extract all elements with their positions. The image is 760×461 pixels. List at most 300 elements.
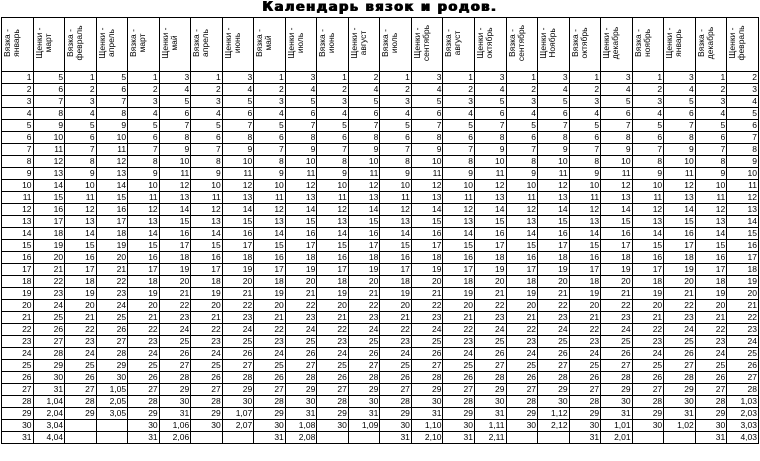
table-cell [65, 432, 97, 444]
table-cell: 5 [411, 96, 443, 108]
table-cell: 8 [128, 156, 160, 168]
table-cell: 16 [348, 228, 380, 240]
table-cell: 14 [65, 228, 97, 240]
table-cell: 16 [222, 228, 254, 240]
table-cell: 4 [569, 108, 601, 120]
table-cell: 26 [65, 372, 97, 384]
table-cell [538, 432, 570, 444]
table-cell: 1 [254, 72, 286, 84]
table-cell: 3 [65, 96, 97, 108]
table-cell: 20 [159, 276, 191, 288]
table-cell: 5 [695, 120, 727, 132]
table-cell: 31 [601, 408, 633, 420]
table-row [2, 72, 759, 84]
table-cell: 12 [695, 204, 727, 216]
table-cell: 10 [506, 180, 538, 192]
table-cell: 17 [695, 264, 727, 276]
table-cell: 9 [222, 144, 254, 156]
table-cell: 13 [222, 192, 254, 204]
table-cell: 15 [601, 216, 633, 228]
table-cell: 11 [727, 180, 759, 192]
column-header-label: Щенки - июнь [222, 27, 242, 59]
table-cell: 21 [664, 288, 696, 300]
table-cell: 6 [601, 108, 633, 120]
table-cell: 12 [96, 156, 128, 168]
table-cell: 24 [411, 324, 443, 336]
table-cell: 5 [443, 120, 475, 132]
table-cell: 4 [506, 108, 538, 120]
table-cell: 30 [128, 420, 160, 432]
table-cell: 6 [411, 108, 443, 120]
table-cell: 26 [285, 348, 317, 360]
table-cell: 13 [128, 216, 160, 228]
table-cell: 18 [411, 252, 443, 264]
table-cell [191, 432, 223, 444]
table-cell: 20 [474, 276, 506, 288]
table-cell: 27 [191, 384, 223, 396]
table-cell: 12 [33, 156, 65, 168]
table-cell: 14 [411, 204, 443, 216]
table-cell: 13 [33, 168, 65, 180]
table-cell: 15 [348, 216, 380, 228]
table-cell: 3 [159, 72, 191, 84]
table-cell: 3 [380, 96, 412, 108]
table-cell: 11 [695, 192, 727, 204]
table-cell: 12 [727, 192, 759, 204]
column-header [727, 18, 759, 72]
table-cell: 15 [128, 240, 160, 252]
table-cell: 8 [664, 132, 696, 144]
table-cell: 12 [2, 204, 34, 216]
table-cell: 1,04 [33, 396, 65, 408]
table-cell: 12 [411, 180, 443, 192]
table-cell: 2 [443, 84, 475, 96]
table-cell: 23 [443, 336, 475, 348]
table-cell: 4,03 [727, 432, 759, 444]
table-cell: 9 [474, 144, 506, 156]
table-cell: 6 [96, 84, 128, 96]
table-cell: 1 [128, 72, 160, 84]
column-header [65, 18, 97, 72]
table-cell: 18 [96, 228, 128, 240]
table-cell [348, 432, 380, 444]
column-header [695, 18, 727, 72]
table-cell: 23 [411, 312, 443, 324]
column-header-label: Вязка - октябрь [569, 27, 589, 59]
table-cell: 5 [506, 120, 538, 132]
table-cell: 14 [222, 204, 254, 216]
table-row [2, 300, 759, 312]
table-cell: 11 [96, 144, 128, 156]
table-cell: 7 [96, 96, 128, 108]
table-cell: 29 [632, 408, 664, 420]
table-cell: 1,12 [538, 408, 570, 420]
column-header-label: Щенки - декабрь [601, 26, 621, 60]
table-cell: 21 [65, 312, 97, 324]
table-cell: 29 [695, 408, 727, 420]
table-cell: 22 [285, 300, 317, 312]
table-cell: 28 [33, 348, 65, 360]
table-cell: 18 [2, 276, 34, 288]
table-cell: 6 [191, 132, 223, 144]
table-cell: 8 [65, 156, 97, 168]
table-cell: 31 [443, 432, 475, 444]
table-cell: 26 [348, 348, 380, 360]
table-cell: 8 [317, 156, 349, 168]
table-cell: 14 [96, 180, 128, 192]
table-cell: 28 [222, 372, 254, 384]
table-cell: 21 [538, 288, 570, 300]
table-cell: 29 [65, 408, 97, 420]
table-cell: 27 [348, 360, 380, 372]
table-cell: 13 [65, 216, 97, 228]
table-cell: 7 [33, 96, 65, 108]
table-cell: 17 [348, 240, 380, 252]
table-cell: 25 [601, 336, 633, 348]
table-cell: 5 [285, 96, 317, 108]
table-cell: 12 [506, 204, 538, 216]
table-cell: 24 [601, 324, 633, 336]
table-cell: 23 [474, 312, 506, 324]
table-cell: 2 [128, 84, 160, 96]
table-cell: 16 [96, 204, 128, 216]
table-cell: 27 [664, 360, 696, 372]
table-row [2, 84, 759, 96]
table-cell: 23 [2, 336, 34, 348]
column-header-label: Щенки - март [33, 27, 53, 59]
table-cell: 14 [317, 228, 349, 240]
table-cell: 24 [2, 348, 34, 360]
table-cell: 23 [664, 312, 696, 324]
table-cell: 15 [538, 216, 570, 228]
table-cell: 31 [411, 408, 443, 420]
table-cell: 17 [317, 264, 349, 276]
table-cell: 10 [222, 156, 254, 168]
table-cell: 3,04 [33, 420, 65, 432]
table-cell: 5 [128, 120, 160, 132]
table-cell: 24 [380, 348, 412, 360]
table-cell: 9 [254, 168, 286, 180]
column-header [664, 18, 696, 72]
table-cell: 25 [96, 312, 128, 324]
table-row [2, 408, 759, 420]
table-cell: 4 [632, 108, 664, 120]
table-cell: 6 [65, 132, 97, 144]
table-cell: 4 [727, 96, 759, 108]
table-cell: 8 [443, 156, 475, 168]
table-cell: 25 [33, 312, 65, 324]
table-cell: 29 [506, 408, 538, 420]
column-header [632, 18, 664, 72]
table-cell: 20 [411, 276, 443, 288]
table-cell: 25 [411, 336, 443, 348]
table-cell: 27 [380, 384, 412, 396]
table-cell: 4 [474, 84, 506, 96]
table-cell: 17 [159, 240, 191, 252]
table-cell: 21 [191, 312, 223, 324]
table-cell: 8 [695, 156, 727, 168]
table-cell: 18 [538, 252, 570, 264]
table-cell: 23 [96, 288, 128, 300]
table-cell: 2 [632, 84, 664, 96]
table-cell: 7 [411, 120, 443, 132]
table-cell: 1 [695, 72, 727, 84]
table-row [2, 108, 759, 120]
column-header [2, 18, 34, 72]
table-cell: 12 [317, 204, 349, 216]
table-cell: 1,01 [601, 420, 633, 432]
table-cell: 31 [569, 432, 601, 444]
table-cell: 28 [411, 372, 443, 384]
table-cell: 11 [2, 192, 34, 204]
table-cell: 23 [285, 312, 317, 324]
table-cell: 31 [348, 408, 380, 420]
table-cell: 9 [380, 168, 412, 180]
table-cell: 19 [348, 264, 380, 276]
table-cell: 20 [538, 276, 570, 288]
table-cell: 15 [285, 216, 317, 228]
table-cell: 1,11 [474, 420, 506, 432]
table-cell: 11 [474, 168, 506, 180]
table-row [2, 204, 759, 216]
table-cell: 12 [191, 204, 223, 216]
table-cell: 11 [159, 168, 191, 180]
table-cell: 18 [317, 276, 349, 288]
table-cell: 21 [159, 288, 191, 300]
table-cell: 27 [506, 384, 538, 396]
table-cell: 9 [443, 168, 475, 180]
table-cell: 21 [695, 312, 727, 324]
table-cell: 19 [33, 240, 65, 252]
table-cell: 25 [380, 360, 412, 372]
table-cell: 22 [159, 300, 191, 312]
table-cell: 10 [128, 180, 160, 192]
table-cell: 29 [254, 408, 286, 420]
table-cell: 5 [569, 120, 601, 132]
table-cell: 1 [569, 72, 601, 84]
table-cell: 28 [254, 396, 286, 408]
table-row [2, 144, 759, 156]
table-cell: 30 [317, 420, 349, 432]
column-header-label: Вязка - июнь [317, 29, 337, 57]
table-cell: 15 [632, 240, 664, 252]
table-cell: 25 [128, 360, 160, 372]
table-cell: 29 [96, 360, 128, 372]
table-cell: 28 [65, 396, 97, 408]
table-cell: 16 [727, 240, 759, 252]
table-cell: 17 [411, 240, 443, 252]
table-cell: 7 [474, 120, 506, 132]
table-cell: 21 [506, 312, 538, 324]
table-cell: 21 [254, 312, 286, 324]
table-row [2, 252, 759, 264]
table-cell: 20 [632, 300, 664, 312]
breeding-calendar-table [1, 17, 759, 444]
table-cell: 29 [411, 384, 443, 396]
table-cell: 17 [65, 264, 97, 276]
table-cell: 16 [411, 228, 443, 240]
table-cell: 30 [33, 372, 65, 384]
table-cell: 8 [411, 132, 443, 144]
table-cell: 30 [2, 420, 34, 432]
table-cell: 23 [191, 336, 223, 348]
table-cell: 15 [664, 216, 696, 228]
table-cell: 1 [317, 72, 349, 84]
table-cell: 25 [2, 360, 34, 372]
table-cell: 9 [695, 168, 727, 180]
table-cell: 23 [222, 312, 254, 324]
table-cell: 23 [33, 288, 65, 300]
table-cell: 4 [380, 108, 412, 120]
table-cell: 26 [632, 372, 664, 384]
table-cell: 29 [601, 384, 633, 396]
table-cell: 13 [695, 216, 727, 228]
table-cell: 9 [317, 168, 349, 180]
table-cell: 13 [285, 192, 317, 204]
column-header-label: Вязка - июль [380, 29, 400, 57]
table-cell: 6 [128, 132, 160, 144]
table-cell: 17 [443, 264, 475, 276]
table-cell: 14 [285, 204, 317, 216]
table-cell: 25 [285, 336, 317, 348]
table-cell: 8 [632, 156, 664, 168]
table-cell: 30 [348, 396, 380, 408]
table-cell: 28 [601, 372, 633, 384]
table-cell: 29 [380, 408, 412, 420]
table-cell: 11 [506, 192, 538, 204]
table-cell: 27 [411, 360, 443, 372]
table-cell: 21 [443, 312, 475, 324]
column-header [538, 18, 570, 72]
table-cell: 19 [443, 288, 475, 300]
table-cell: 5 [191, 120, 223, 132]
table-cell: 14 [727, 216, 759, 228]
table-cell: 1,02 [664, 420, 696, 432]
table-cell: 28 [695, 396, 727, 408]
column-header-label: Щенки - февраль [727, 25, 747, 61]
table-cell: 1 [191, 72, 223, 84]
table-cell: 24 [664, 324, 696, 336]
table-cell: 22 [254, 324, 286, 336]
table-cell: 10 [33, 132, 65, 144]
column-header [191, 18, 223, 72]
table-cell: 7 [380, 144, 412, 156]
table-cell: 25 [222, 336, 254, 348]
table-cell: 15 [191, 240, 223, 252]
table-cell: 4 [65, 108, 97, 120]
column-header [474, 18, 506, 72]
table-cell: 26 [191, 372, 223, 384]
table-cell: 14 [380, 228, 412, 240]
column-header-label: Щенки - сентябрь [411, 24, 431, 62]
table-cell: 9 [2, 168, 34, 180]
table-cell: 4 [317, 108, 349, 120]
table-cell: 13 [474, 192, 506, 204]
table-cell: 8 [506, 156, 538, 168]
column-header-label: Вязка - апрель [191, 29, 211, 57]
table-cell: 18 [443, 276, 475, 288]
table-cell: 27 [443, 384, 475, 396]
table-cell: 19 [159, 264, 191, 276]
table-cell [96, 432, 128, 444]
column-header [380, 18, 412, 72]
table-cell: 16 [254, 252, 286, 264]
table-cell: 30 [285, 396, 317, 408]
table-cell: 17 [285, 240, 317, 252]
table-cell: 15 [727, 228, 759, 240]
table-row [2, 120, 759, 132]
table-cell: 28 [664, 372, 696, 384]
column-header-label: Вязка - январь [2, 29, 21, 57]
table-cell: 21 [601, 288, 633, 300]
table-cell: 21 [2, 312, 34, 324]
table-cell: 29 [317, 408, 349, 420]
table-cell: 19 [65, 288, 97, 300]
table-cell: 2,10 [411, 432, 443, 444]
table-cell: 24 [33, 300, 65, 312]
table-cell: 30 [254, 420, 286, 432]
table-cell: 2 [380, 84, 412, 96]
table-cell: 21 [632, 312, 664, 324]
table-cell: 20 [664, 276, 696, 288]
table-cell: 22 [601, 300, 633, 312]
column-header [254, 18, 286, 72]
table-cell: 30 [664, 396, 696, 408]
table-cell: 31 [33, 384, 65, 396]
table-cell: 20 [191, 300, 223, 312]
table-cell: 6 [380, 132, 412, 144]
table-cell: 7 [569, 144, 601, 156]
table-cell: 22 [348, 300, 380, 312]
table-cell: 22 [128, 324, 160, 336]
table-cell: 30 [380, 420, 412, 432]
table-cell: 5 [474, 96, 506, 108]
table-cell: 23 [159, 312, 191, 324]
table-cell: 13 [191, 216, 223, 228]
table-cell: 13 [2, 216, 34, 228]
table-cell: 30 [159, 396, 191, 408]
table-cell: 14 [159, 204, 191, 216]
table-cell: 18 [664, 252, 696, 264]
table-cell: 20 [33, 252, 65, 264]
table-cell: 1,09 [348, 420, 380, 432]
table-cell: 10 [254, 180, 286, 192]
table-cell: 21 [222, 288, 254, 300]
column-header [411, 18, 443, 72]
table-cell: 28 [506, 396, 538, 408]
table-cell: 3 [506, 96, 538, 108]
table-cell: 23 [348, 312, 380, 324]
table-cell: 7 [506, 144, 538, 156]
table-cell: 4 [601, 84, 633, 96]
table-row [2, 312, 759, 324]
table-cell: 27 [222, 360, 254, 372]
table-cell: 19 [411, 264, 443, 276]
table-cell: 21 [411, 288, 443, 300]
table-cell: 18 [159, 252, 191, 264]
table-cell: 25 [159, 336, 191, 348]
table-cell: 16 [506, 252, 538, 264]
table-cell: 18 [254, 276, 286, 288]
table-cell: 22 [65, 324, 97, 336]
table-cell: 10 [474, 156, 506, 168]
table-cell: 9 [285, 144, 317, 156]
table-cell: 4 [664, 84, 696, 96]
table-cell: 22 [443, 324, 475, 336]
table-cell: 6 [506, 132, 538, 144]
table-cell: 10 [380, 180, 412, 192]
table-cell: 30 [222, 396, 254, 408]
